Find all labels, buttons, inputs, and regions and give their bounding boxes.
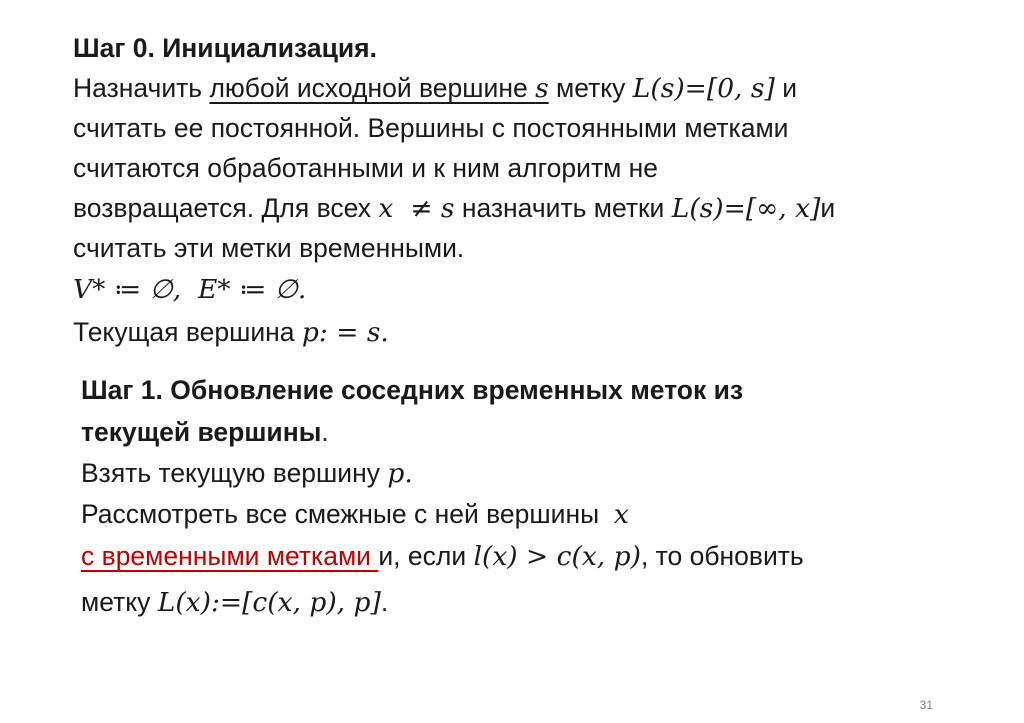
step1-title-line1: Шаг 1. Обновление соседних временных меток из (81, 375, 744, 405)
step0-line1-pre: Назначить (73, 73, 210, 103)
step0-title: Шаг 0. Инициализация. (73, 33, 377, 63)
step0-line1-underlined-text: любой исходной вершине (209, 73, 536, 103)
step1-line4-post: . (380, 587, 389, 617)
step0-line4-pre: возвращается. Для всех (73, 193, 379, 223)
step1-line2 (81, 495, 629, 534)
step0-line5: считать эти метки временными. (73, 233, 465, 263)
step0-line4-math: x ≠ s (378, 193, 455, 224)
step0-line1-s: s (535, 73, 549, 104)
step0-line4-mid: назначить метки (454, 193, 672, 223)
step0-line2: считать ее постоянной. Вершины с постоянными метками (73, 113, 789, 143)
step1-line3-math: l(x) > c(x, p) (473, 541, 641, 572)
step0-line7-pre: Текущая вершина (73, 317, 302, 347)
step1-line3-post: , то обновить (640, 541, 804, 571)
step0-line4 (73, 189, 835, 228)
step1-line2-math: x (613, 499, 629, 530)
step1-line1-math: p. (387, 458, 413, 489)
step0-line1 (73, 69, 797, 108)
step0-line7 (73, 313, 389, 352)
step0-line1-label: L(s)=[0, s] (632, 73, 775, 104)
step1-line4-math: L(x):=[c(x, p), p] (157, 587, 381, 618)
step0-line1-post: и (774, 73, 798, 103)
step0-line1-underlined (209, 73, 548, 103)
step0-line7-math: p: = s. (301, 317, 389, 348)
step0-line6-math: V* ≔ ∅, E* ≔ ∅. (73, 274, 307, 305)
step1-line3-red: с временными метками (81, 541, 379, 571)
step1-line1 (81, 454, 413, 493)
step1-line4-pre: метку (81, 587, 158, 617)
step0-line1-mid: метку (548, 73, 633, 103)
step1-line2-pre: Рассмотреть все смежные с ней вершины (81, 499, 614, 529)
step1-line3-mid: и, если (378, 541, 474, 571)
step0-line4-label: L(s)=[∞, x] (671, 193, 821, 224)
page-number: 31 (919, 698, 933, 712)
step1-title-line2-text: текущей вершины (81, 417, 322, 447)
step1-title-line2-post: . (321, 417, 329, 447)
step1-line1-pre: Взять текущую вершину (81, 458, 388, 488)
step1-line3 (81, 537, 804, 576)
step1-title-line2 (81, 413, 329, 451)
step0-line3: считаются обработанными и к ним алгоритм не (73, 153, 659, 183)
step1-line4 (81, 583, 388, 622)
step0-line4-post: и (820, 193, 836, 223)
